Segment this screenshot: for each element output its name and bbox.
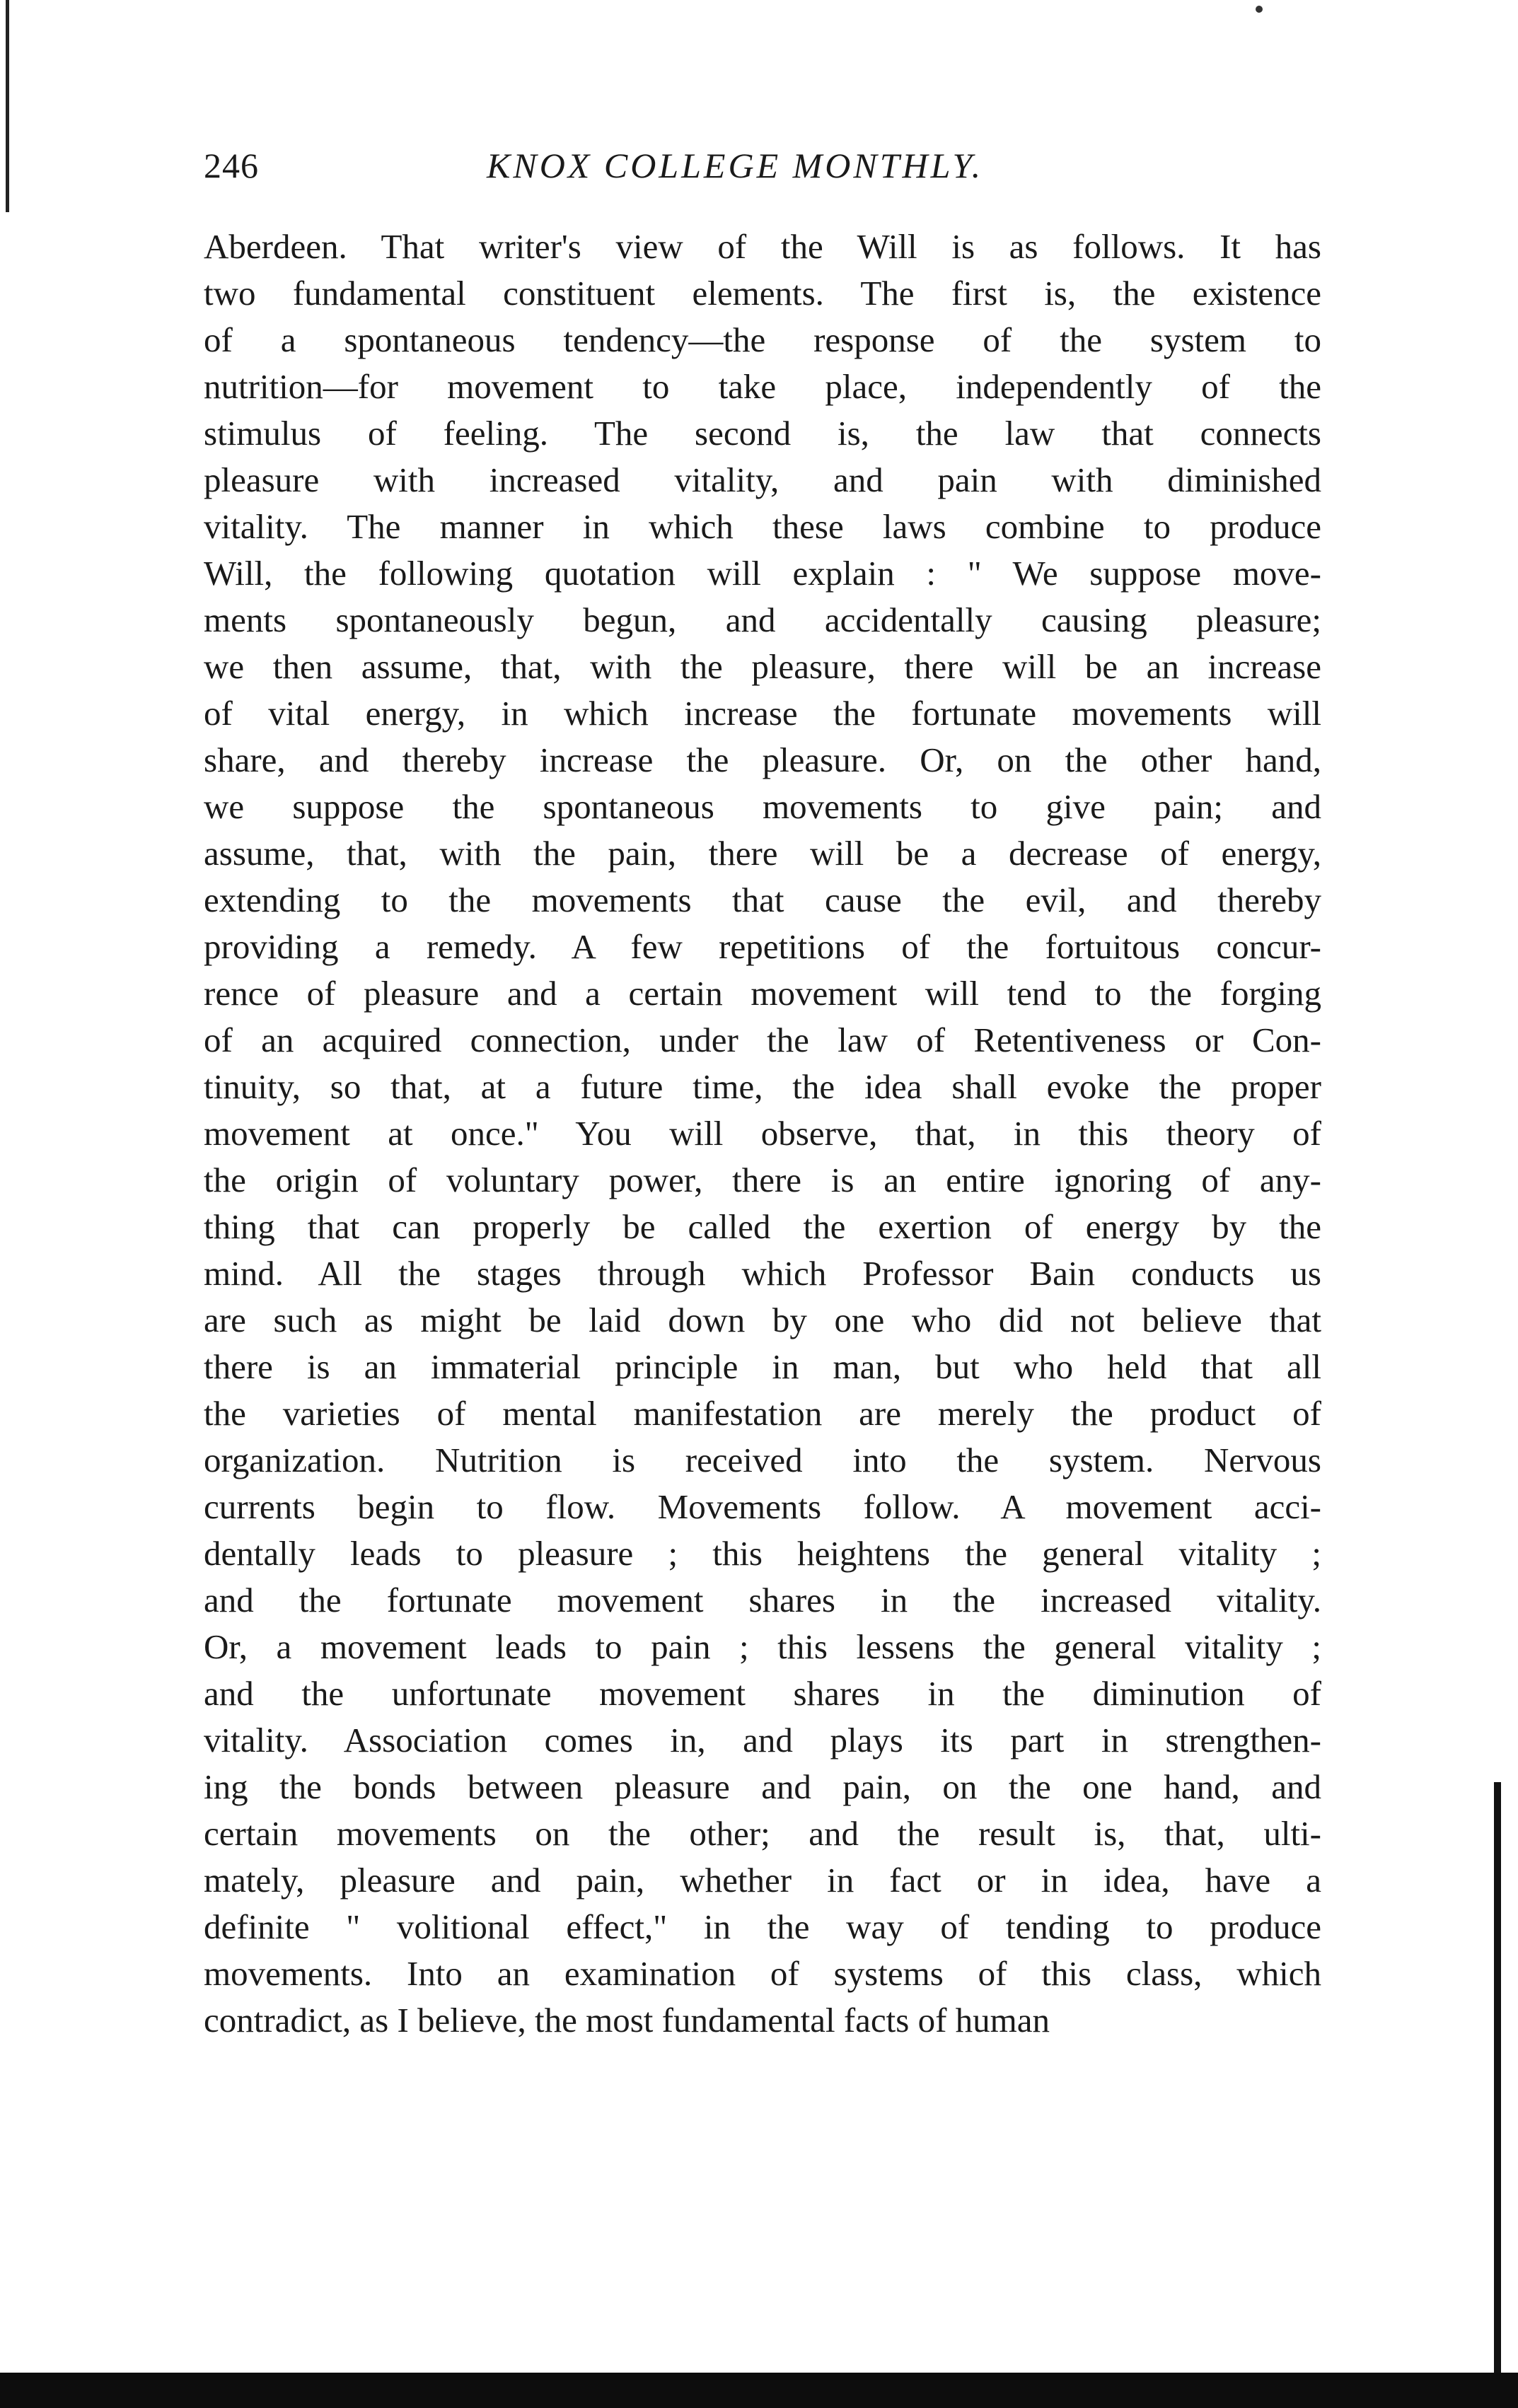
text-line: thing that can properly be called the exertion of energy by the — [204, 1207, 1321, 1246]
text-line: providing a remedy. A few repetitions of the fortuitous concur- — [204, 927, 1321, 966]
text-line: contradict, as I believe, the most fundamental facts of human — [204, 2001, 1050, 2040]
text-line: movements. Into an examination of systems of this class, which — [204, 1954, 1321, 1993]
text-line: and the unfortunate movement shares in the diminution of — [204, 1674, 1321, 1713]
text-line: we then assume, that, with the pleasure, there will be an increase — [204, 647, 1321, 686]
text-line: dentally leads to pleasure ; this heightens the general vitality ; — [204, 1534, 1321, 1573]
text-line: we suppose the spontaneous movements to give pain; and — [204, 787, 1321, 826]
scan-edge-bottom — [0, 2373, 1518, 2408]
text-line: mately, pleasure and pain, whether in fact or in idea, have a — [204, 1861, 1321, 1900]
running-title: KNOX COLLEGE MONTHLY. — [487, 146, 984, 185]
text-line: of vital energy, in which increase the fortunate movements will — [204, 694, 1321, 733]
text-line: movement at once." You will observe, that, in this theory of — [204, 1114, 1321, 1153]
text-line: assume, that, with the pain, there will be a decrease of energy, — [204, 834, 1321, 873]
text-line: Aberdeen. That writer's view of the Will is as follows. It has — [204, 227, 1321, 266]
text-line: stimulus of feeling. The second is, the law that connects — [204, 414, 1321, 453]
text-line: there is an immaterial principle in man, but who held that all — [204, 1347, 1321, 1386]
text-line: rence of pleasure and a certain movement will tend to the forging — [204, 974, 1321, 1013]
text-line: tinuity, so that, at a future time, the idea shall evoke the proper — [204, 1067, 1321, 1106]
scan-speck — [1256, 6, 1263, 13]
scan-edge-left — [6, 0, 9, 212]
text-line: ing the bonds between pleasure and pain, on the one hand, and — [204, 1767, 1321, 1806]
page-number: 246 — [204, 146, 259, 185]
text-line: extending to the movements that cause the evil, and thereby — [204, 880, 1321, 919]
text-line: certain movements on the other; and the result is, that, ulti- — [204, 1814, 1321, 1853]
text-line: the varieties of mental manifestation are merely the product of — [204, 1394, 1321, 1433]
scan-edge-right — [1494, 1782, 1501, 2408]
text-line: are such as might be laid down by one who did not believe that — [204, 1301, 1321, 1339]
text-line: share, and thereby increase the pleasure. Or, on the other hand, — [204, 740, 1321, 779]
page-header — [204, 145, 1321, 202]
text-line: ments spontaneously begun, and accidentally causing pleasure; — [204, 600, 1321, 639]
text-line: two fundamental constituent elements. The first is, the existence — [204, 274, 1321, 313]
text-line: Or, a movement leads to pain ; this lessens the general vitality ; — [204, 1627, 1321, 1666]
text-line: of an acquired connection, under the law of Retentiveness or Con- — [204, 1020, 1321, 1059]
text-line: nutrition—for movement to take place, independently of the — [204, 367, 1321, 406]
text-line: vitality. Association comes in, and plays its part in strengthen- — [204, 1721, 1321, 1760]
text-line: of a spontaneous tendency—the response of the system to — [204, 320, 1321, 359]
text-line: currents begin to flow. Movements follow. A movement acci- — [204, 1487, 1321, 1526]
text-line: organization. Nutrition is received into the system. Nervous — [204, 1441, 1321, 1479]
text-line: and the fortunate movement shares in the increased vitality. — [204, 1581, 1321, 1619]
text-line: the origin of voluntary power, there is an entire ignoring of any- — [204, 1161, 1321, 1199]
text-line: pleasure with increased vitality, and pain with diminished — [204, 460, 1321, 499]
text-line: vitality. The manner in which these laws combine to produce — [204, 507, 1321, 546]
text-line: definite " volitional effect," in the way of tending to produce — [204, 1907, 1321, 1946]
text-line: mind. All the stages through which Professor Bain conducts us — [204, 1254, 1321, 1293]
body-text — [204, 223, 1321, 2044]
text-line: Will, the following quotation will explain : " We suppose move- — [204, 554, 1321, 593]
